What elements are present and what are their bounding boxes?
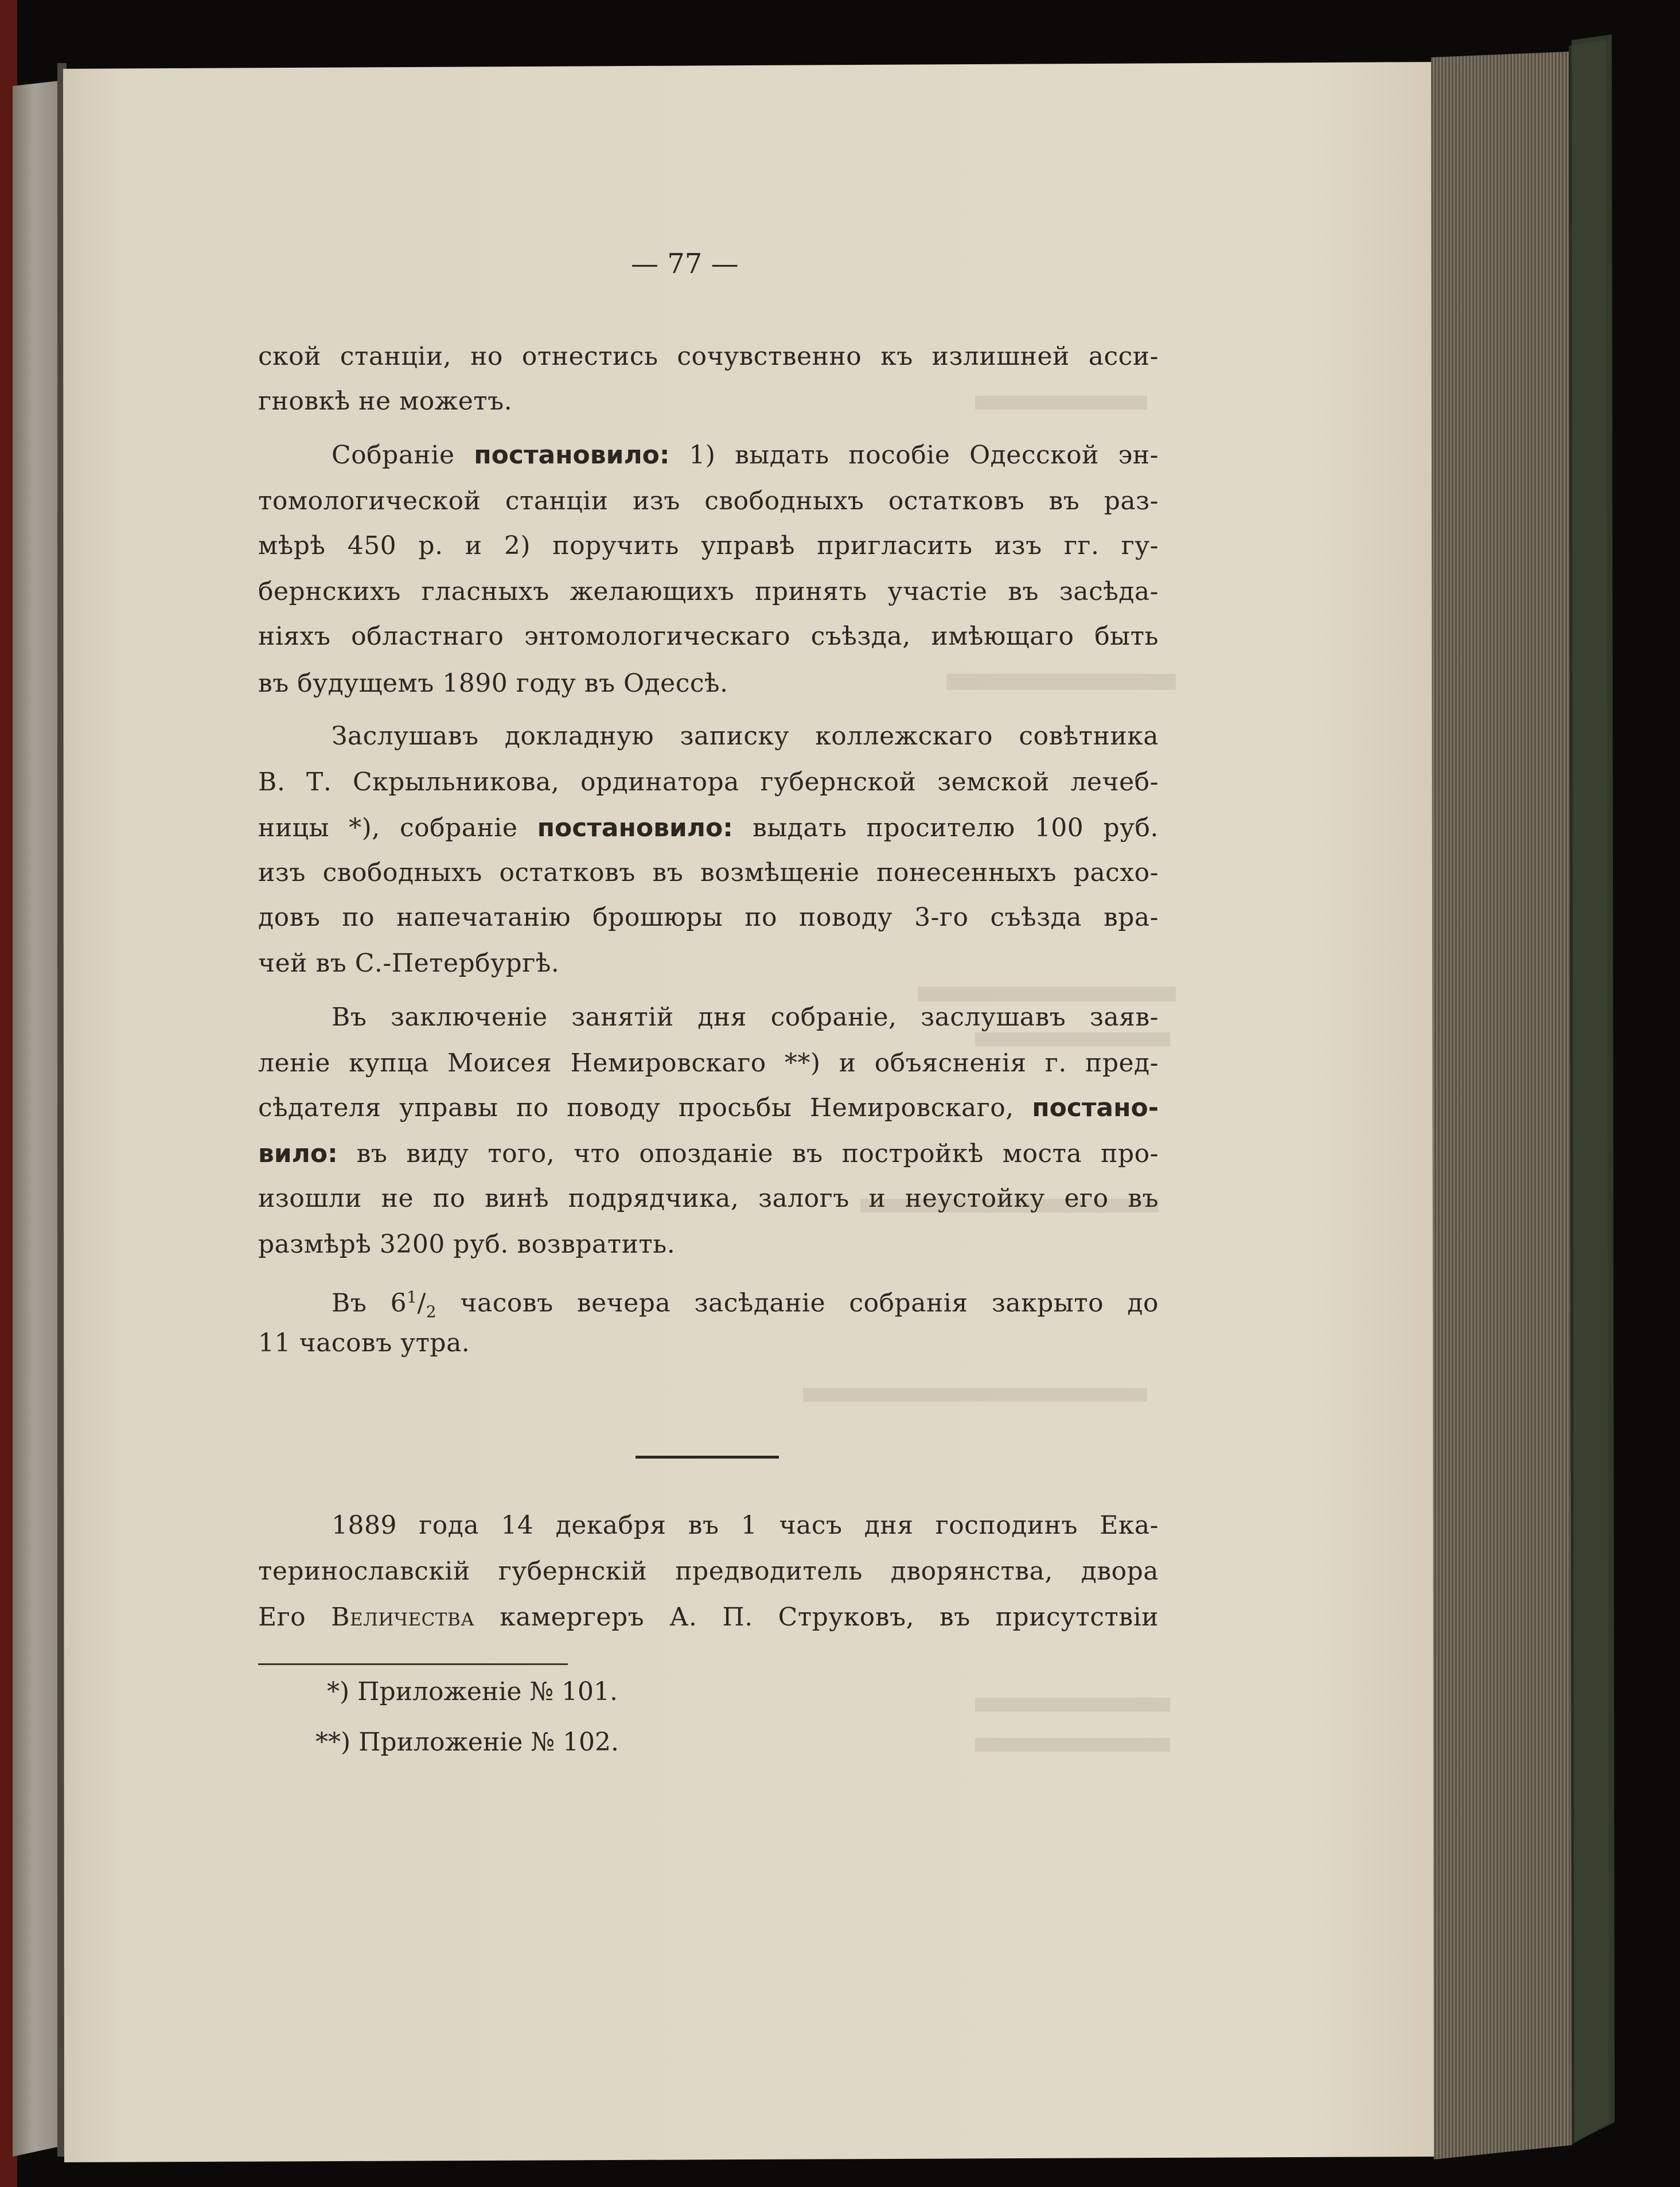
text-line: гновкѣ не можетъ. — [258, 387, 513, 416]
text-line: Въ $6^1/_2$ часовъ вечера засѣданіе собранія закрыто до — [332, 1288, 1159, 1321]
text-line: леніе купца Моисея Немировскаго **) и объясненія г. пред- — [258, 1048, 1159, 1078]
text-line: 1889 года 14 декабря въ 1 часъ дня господинъ Ека- — [332, 1511, 1159, 1540]
text-line: Въ заключеніе занятій дня собраніе, заслушавъ заяв- — [332, 1003, 1159, 1032]
text-line: Заслушавъ докладную записку коллежскаго совѣтника — [332, 722, 1159, 751]
text-line: изошли не по винѣ подрядчика, залогъ и неустойку его въ — [258, 1184, 1159, 1213]
text-line: бернскихъ гласныхъ желающихъ принять участіе въ засѣда- — [258, 577, 1159, 606]
text-line: мѣрѣ 450 р. и 2) поручить управѣ пригласить изъ гг. гу- — [258, 531, 1159, 560]
text-line: размѣрѣ 3200 руб. возвратить. — [258, 1230, 676, 1259]
text-line: 11 часовъ утра. — [258, 1328, 470, 1358]
text-line: ніяхъ областнаго энтомологическаго съѣзда, имѣющаго быть — [258, 622, 1159, 651]
text-line: вило: въ виду того, что опозданіе въ постройкѣ моста про- — [258, 1139, 1159, 1168]
text-line: ской станціи, но отнестись сочувственно къ излишней асси- — [258, 342, 1159, 371]
resolution-keyword: вило: — [258, 1139, 338, 1168]
footnote-rule — [258, 1663, 568, 1665]
text-line: ницы *), собраніе постановило: выдать просителю 100 руб. — [258, 813, 1159, 843]
text-line: томологической станціи изъ свободныхъ остатковъ въ раз- — [258, 486, 1159, 516]
text-line: Его Величества камергеръ А. П. Струковъ, въ присутствіи — [258, 1603, 1159, 1632]
text-line: чей въ С.-Петербургѣ. — [258, 949, 560, 978]
footnote: **) Приложеніе № 102. — [315, 1728, 619, 1757]
text-line: довъ по напечатанію брошюры по поводу 3-го съѣзда вра- — [258, 903, 1159, 932]
resolution-keyword: постановило: — [537, 813, 733, 843]
page-number: — 77 — — [631, 248, 739, 280]
text-line: изъ свободныхъ остатковъ въ возмѣщеніе понесенныхъ расхо- — [258, 858, 1159, 887]
section-separator — [636, 1456, 779, 1459]
text-line: Собраніе постановило: 1) выдать пособіе Одесской эн- — [332, 440, 1159, 470]
resolution-keyword: постано- — [1032, 1093, 1159, 1122]
resolution-keyword: постановило: — [474, 440, 670, 470]
text-line: въ будущемъ 1890 году въ Одессѣ. — [258, 669, 728, 698]
text-line: сѣдателя управы по поводу просьбы Немировскаго, постано- — [258, 1093, 1159, 1122]
footnote: *) Приложеніе № 101. — [327, 1677, 618, 1706]
text-line: В. Т. Скрыльникова, ординатора губернской земской лечеб- — [258, 767, 1159, 797]
text-line: теринославскій губернскій предводитель дворянства, двора — [258, 1557, 1159, 1586]
